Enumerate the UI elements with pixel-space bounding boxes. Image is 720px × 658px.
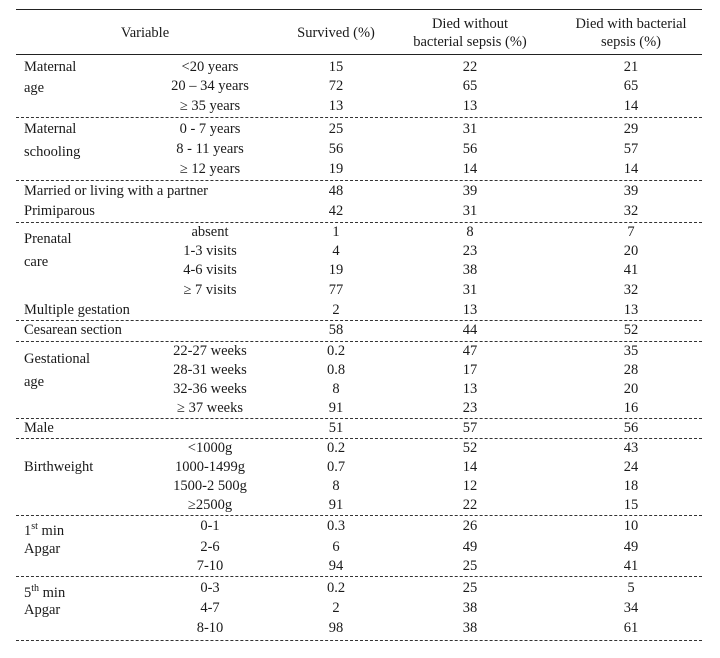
cell-died-with: 41	[623, 558, 639, 574]
row-category: ≥ 37 weeks	[177, 400, 243, 416]
cell-died-with: 16	[623, 400, 639, 416]
group-label-apgar: Apgar	[24, 602, 61, 618]
cell-survived: 0.3	[326, 518, 346, 534]
cell-died-without: 25	[462, 580, 478, 596]
cell-died-with: 34	[623, 600, 639, 616]
cell-died-with: 41	[623, 262, 639, 278]
group-label-maternal: Maternal	[24, 59, 77, 75]
cell-died-without: 65	[462, 78, 478, 94]
cell-survived: 25	[328, 121, 344, 137]
group-divider	[16, 222, 702, 223]
group-label-care: care	[24, 254, 49, 270]
cell-survived: 0.8	[326, 362, 346, 378]
row-label-primiparous: Primiparous	[24, 203, 95, 219]
row-category: ≥ 12 years	[179, 161, 241, 177]
group-label-schooling: schooling	[24, 144, 81, 160]
cell-died-with: 32	[623, 203, 639, 219]
cell-survived: 51	[328, 420, 344, 436]
cell-survived: 94	[328, 558, 344, 574]
row-category: 2-6	[200, 539, 220, 555]
cell-died-with: 5	[627, 580, 635, 596]
cell-died-without: 31	[462, 203, 478, 219]
cell-died-without: 56	[462, 141, 478, 157]
row-category: ≥ 35 years	[179, 98, 241, 114]
cell-died-with: 28	[623, 362, 639, 378]
header-died-with-line2: sepsis (%)	[600, 34, 661, 50]
cell-survived: 4	[332, 243, 340, 259]
group-divider	[16, 320, 702, 321]
cell-died-without: 13	[462, 98, 478, 114]
cell-died-with: 29	[623, 121, 639, 137]
cell-died-with: 32	[623, 282, 639, 298]
cell-died-without: 8	[466, 224, 474, 240]
group-divider	[16, 438, 702, 439]
cell-died-without: 23	[462, 243, 478, 259]
row-category: 22-27 weeks	[173, 343, 247, 359]
row-category: ≥2500g	[187, 497, 233, 513]
row-category: 1000-1499g	[174, 459, 246, 475]
row-category: 0 - 7 years	[179, 121, 241, 137]
cell-survived: 1	[332, 224, 340, 240]
cell-died-with: 14	[623, 161, 639, 177]
cell-survived: 42	[328, 203, 344, 219]
cell-died-without: 47	[462, 343, 478, 359]
header-died-without-line1: Died without	[431, 16, 509, 32]
table-top-rule	[16, 9, 702, 10]
row-label-married: Married or living with a partner	[24, 183, 209, 199]
cell-survived: 77	[328, 282, 344, 298]
cell-survived: 56	[328, 141, 344, 157]
table-bottom-rule	[16, 640, 702, 641]
cell-died-with: 15	[623, 497, 639, 513]
cell-survived: 8	[332, 381, 340, 397]
row-category: 8 - 11 years	[176, 141, 244, 157]
header-died-without-line2: bacterial sepsis (%)	[413, 34, 527, 50]
cell-died-with: 10	[623, 518, 639, 534]
group-divider	[16, 576, 702, 577]
cell-died-with: 56	[623, 420, 639, 436]
row-category: <1000g	[187, 440, 233, 456]
cell-died-with: 14	[623, 98, 639, 114]
first-min-word: min	[37, 522, 65, 539]
cell-survived: 48	[328, 183, 344, 199]
cell-died-without: 22	[462, 59, 478, 75]
cell-survived: 0.2	[326, 440, 346, 456]
group-label-age: age	[24, 80, 45, 96]
group-label-age: age	[24, 374, 45, 390]
row-category: 1-3 visits	[183, 243, 237, 259]
row-category: 4-7	[200, 600, 220, 616]
cell-died-with: 18	[623, 478, 639, 494]
cell-died-with: 39	[623, 183, 639, 199]
row-label-male: Male	[24, 420, 54, 436]
row-category: 0-3	[200, 580, 220, 596]
cell-survived: 72	[328, 78, 344, 94]
row-label-multiple-gestation: Multiple gestation	[24, 302, 130, 318]
cell-survived: 13	[328, 98, 344, 114]
cell-survived: 0.2	[326, 343, 346, 359]
row-category: 28-31 weeks	[173, 362, 247, 378]
cell-died-with: 61	[623, 620, 639, 636]
row-label-cesarean: Cesarean section	[24, 322, 122, 338]
group-label-maternal: Maternal	[24, 121, 77, 137]
cell-died-with: 49	[623, 539, 639, 555]
cell-died-with: 35	[623, 343, 639, 359]
group-label-birthweight: Birthweight	[24, 459, 94, 475]
cell-died-with: 20	[623, 381, 639, 397]
cell-died-without: 39	[462, 183, 478, 199]
cell-died-without: 23	[462, 400, 478, 416]
cell-survived: 2	[332, 302, 340, 318]
cell-died-without: 38	[462, 620, 478, 636]
cell-died-with: 20	[623, 243, 639, 259]
header-rule	[16, 54, 702, 55]
cell-died-without: 38	[462, 600, 478, 616]
fifth-min-number: 5	[24, 584, 32, 601]
cell-died-without: 14	[462, 161, 478, 177]
fifth-min-word: min	[39, 584, 66, 601]
group-divider	[16, 515, 702, 516]
row-category: 32-36 weeks	[173, 381, 247, 397]
cell-died-without: 31	[462, 282, 478, 298]
cell-survived: 0.7	[326, 459, 346, 475]
group-divider	[16, 117, 702, 118]
cell-survived: 19	[328, 262, 344, 278]
row-category: 1500-2 500g	[173, 478, 247, 494]
group-divider	[16, 418, 702, 419]
row-category: 20 – 34 years	[171, 78, 249, 94]
row-category: absent	[191, 224, 229, 240]
cell-died-without: 25	[462, 558, 478, 574]
cell-died-with: 43	[623, 440, 639, 456]
row-category: <20 years	[181, 59, 239, 75]
ordinal-suffix: th	[31, 583, 40, 594]
header-died-with-line1: Died with bacterial	[575, 16, 687, 32]
cell-survived: 98	[328, 620, 344, 636]
cell-died-with: 7	[627, 224, 635, 240]
first-min-number: 1	[24, 522, 32, 539]
row-category: ≥ 7 visits	[183, 282, 237, 298]
ordinal-suffix: st	[31, 521, 38, 532]
cell-died-with: 65	[623, 78, 639, 94]
cell-survived: 0.2	[326, 580, 346, 596]
cell-survived: 19	[328, 161, 344, 177]
cell-died-without: 38	[462, 262, 478, 278]
group-divider	[16, 341, 702, 342]
cell-died-without: 12	[462, 478, 478, 494]
cell-died-without: 49	[462, 539, 478, 555]
cell-died-without: 57	[462, 420, 478, 436]
group-divider	[16, 180, 702, 181]
cell-died-with: 52	[623, 322, 639, 338]
row-category: 0-1	[200, 518, 220, 534]
cell-died-without: 14	[462, 459, 478, 475]
cell-died-with: 21	[623, 59, 639, 75]
cell-survived: 91	[328, 497, 344, 513]
cell-survived: 2	[332, 600, 340, 616]
cell-died-without: 22	[462, 497, 478, 513]
cell-died-without: 31	[462, 121, 478, 137]
cell-died-with: 24	[623, 459, 639, 475]
cell-survived: 6	[332, 539, 340, 555]
cell-died-with: 13	[623, 302, 639, 318]
cell-survived: 15	[328, 59, 344, 75]
header-survived: Survived (%)	[297, 25, 375, 41]
row-category: 8-10	[196, 620, 224, 636]
cell-survived: 58	[328, 322, 344, 338]
group-label-1st-min	[24, 518, 64, 540]
cell-survived: 8	[332, 478, 340, 494]
cell-died-without: 13	[462, 302, 478, 318]
group-label-apgar: Apgar	[24, 541, 61, 557]
cell-died-without: 52	[462, 440, 478, 456]
header-variable: Variable	[120, 25, 170, 41]
cell-died-without: 44	[462, 322, 478, 338]
group-label-5th-min	[24, 580, 65, 602]
group-label-gestational: Gestational	[24, 351, 91, 367]
cell-died-without: 13	[462, 381, 478, 397]
cell-survived: 91	[328, 400, 344, 416]
row-category: 7-10	[196, 558, 224, 574]
cell-died-without: 17	[462, 362, 478, 378]
cell-died-without: 26	[462, 518, 478, 534]
group-label-prenatal: Prenatal	[24, 231, 72, 247]
row-category: 4-6 visits	[183, 262, 237, 278]
cell-died-with: 57	[623, 141, 639, 157]
